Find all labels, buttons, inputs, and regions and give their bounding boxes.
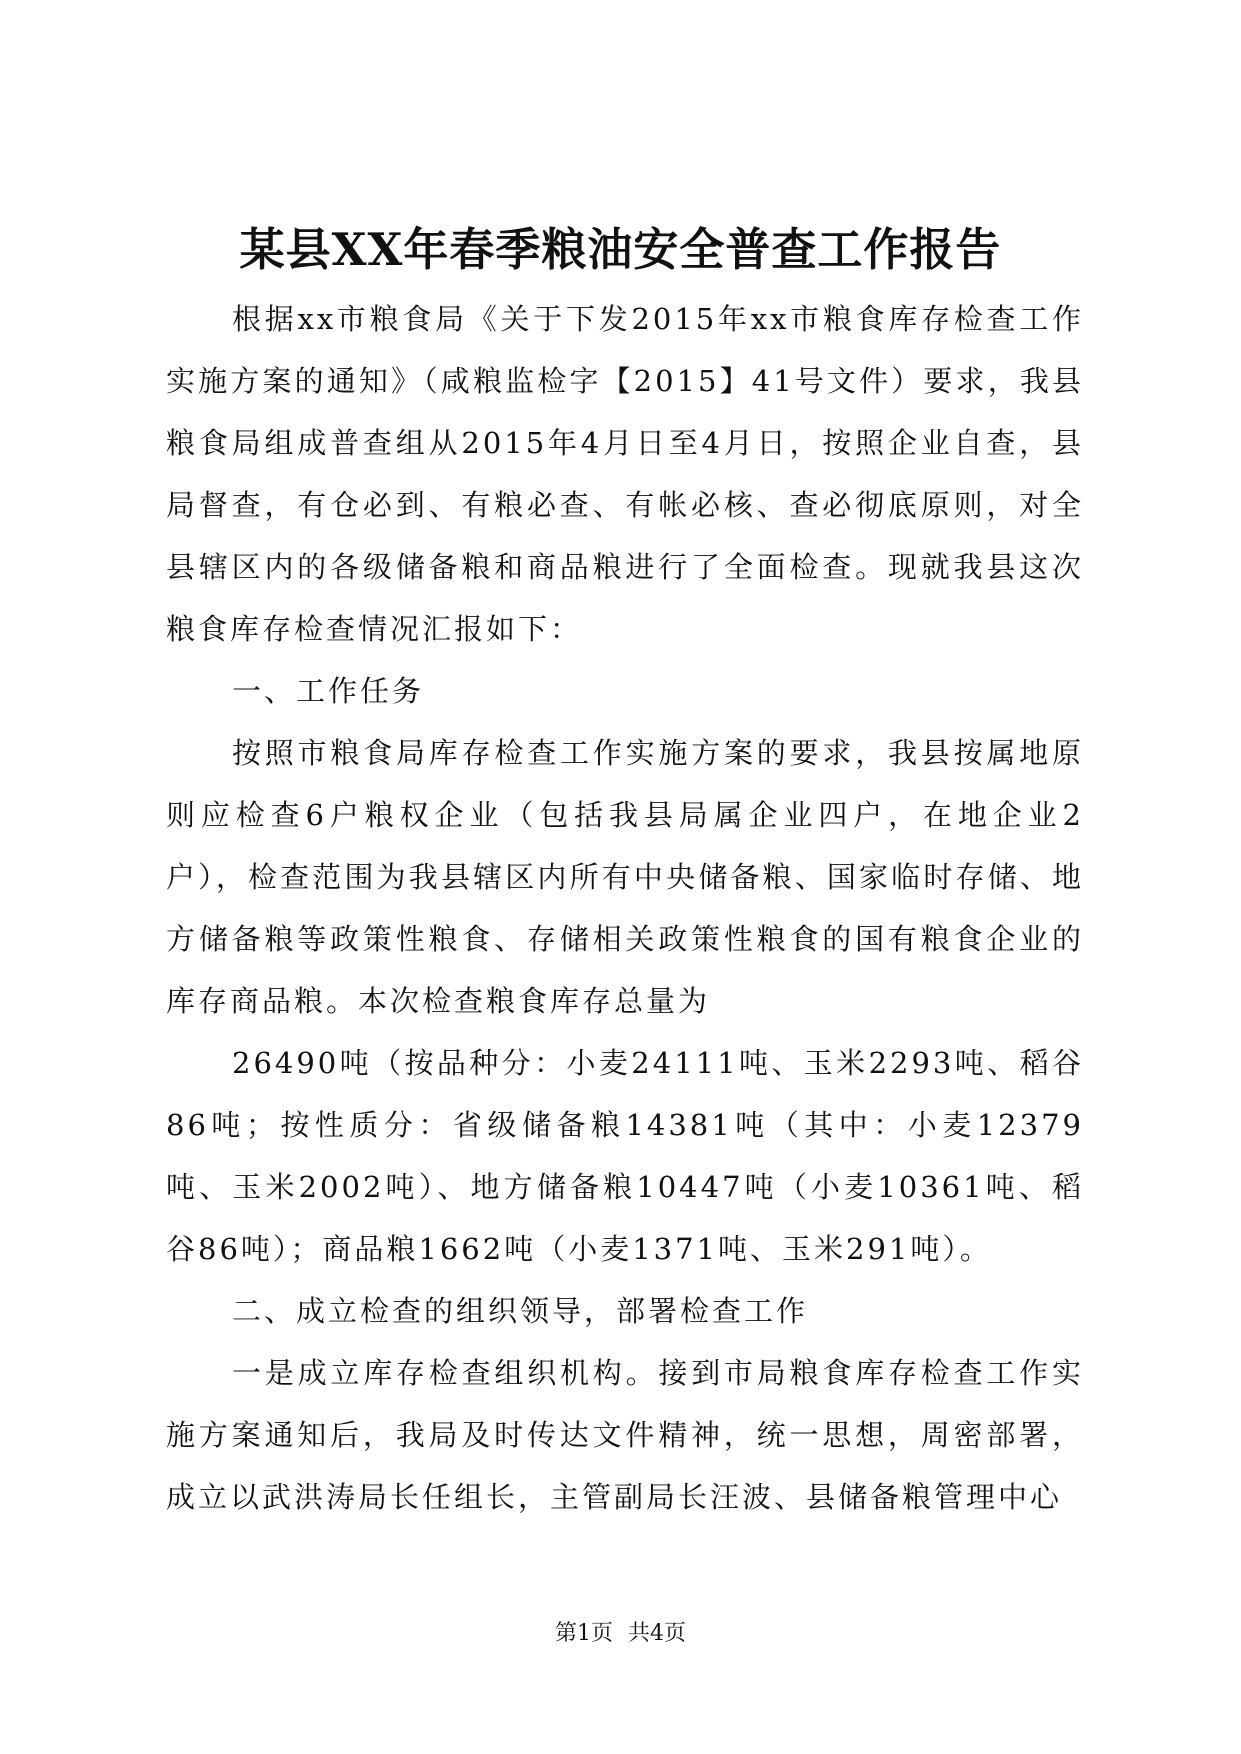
paragraph-inventory-totals: 26490吨（按品种分：小麦24111吨、玉米2293吨、稻谷86吨；按性质分：省级储备粮14381吨（其中：小麦12379吨、玉米2002吨）、地方储备粮10447吨（小麦10361吨、稻谷86吨）；商品粮1662吨（小麦1371吨、玉米291吨）。 <box>166 1046 1084 1266</box>
page-number: 第1页 <box>555 1621 613 1646</box>
paragraph-intro: 根据xx市粮食局《关于下发2015年xx市粮食库存检查工作实施方案的通知》（咸粮监检字【2015】41号文件）要求，我县粮食局组成普查组从2015年4月日至4月日，按照企业自查，县局督查，有仓必到、有粮必查、有帐必核、查必彻底原则，对全县辖区内的各级储备粮和商品粮进行了全面检查。现就我县这次粮食库存检查情况汇报如下： <box>166 302 1084 646</box>
page-footer <box>0 1619 1241 1649</box>
section-heading-organization: 二、成立检查的组织领导，部署检查工作 <box>232 1294 809 1328</box>
section-heading-work-task: 一、工作任务 <box>232 674 425 708</box>
paragraph-organization: 一是成立库存检查组织机构。接到市局粮食库存检查工作实施方案通知后，我局及时传达文件精神，统一思想，周密部署，成立以武洪涛局长任组长，主管副局长汪波、县储备粮管理中心 <box>166 1356 1084 1514</box>
document-body <box>166 288 1084 1528</box>
page-total: 共4页 <box>628 1621 686 1646</box>
paragraph-work-task: 按照市粮食局库存检查工作实施方案的要求，我县按属地原则应检查6户粮权企业（包括我县局属企业四户，在地企业2户），检查范围为我县辖区内所有中央储备粮、国家临时存储、地方储备粮等政策性粮食、存储相关政策性粮食的国有粮食企业的库存商品粮。本次检查粮食库存总量为 <box>166 736 1084 1018</box>
document-title: 某县XX年春季粮油安全普查工作报告 <box>239 223 1002 276</box>
